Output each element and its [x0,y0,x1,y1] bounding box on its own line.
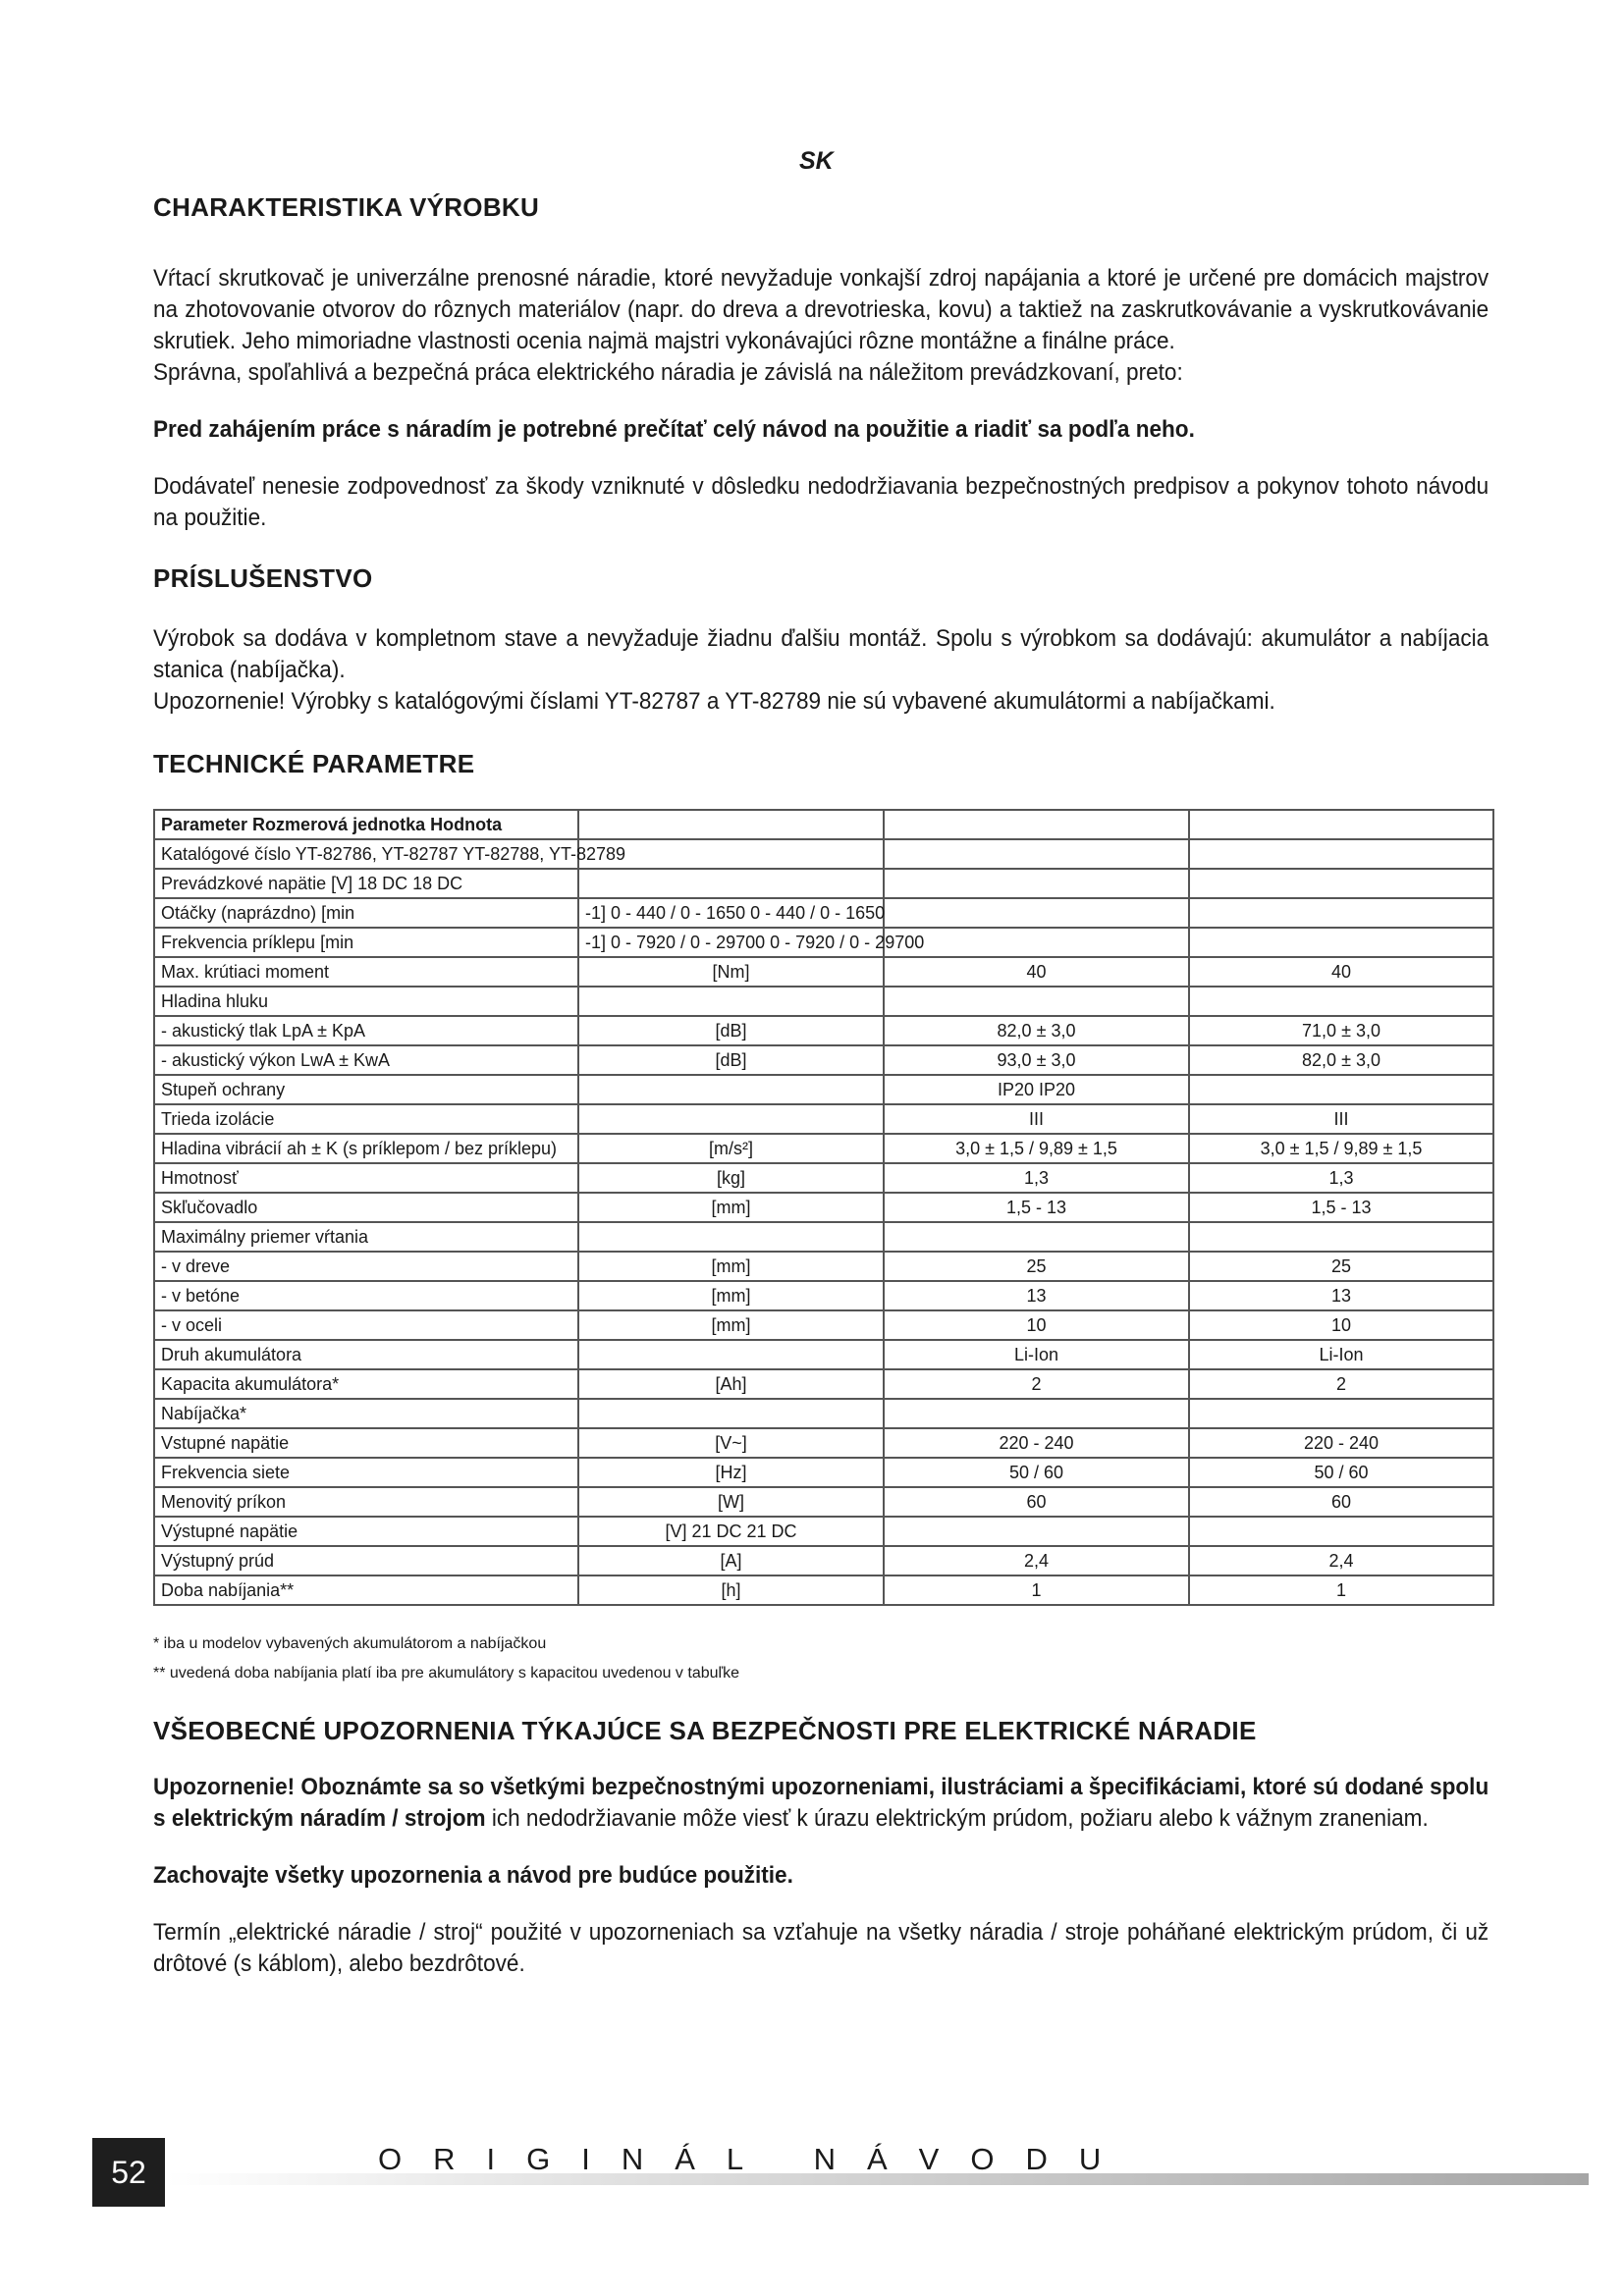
table-cell-unit [578,1075,884,1104]
table-cell-v1: 13 [884,1281,1189,1310]
table-cell-name: Hmotnosť [154,1163,578,1193]
table-row [154,1252,1493,1281]
table-cell-v1: 25 [884,1252,1189,1281]
table-cell-v2 [1189,839,1493,869]
section-title-vseobecne: VŠEOBECNÉ UPOZORNENIA TÝKAJÚCE SA BEZPEČNOSTI PRE ELEKTRICKÉ NÁRADIE [153,1716,1257,1745]
paragraph-accessories: Výrobok sa dodáva v kompletnom stave a nevyžaduje žiadnu ďalšiu montáž. Spolu s výrobkom sa dodávajú: akumulátor a nabíjacia stanica (nabíjačka). [153,625,1489,683]
table-cell-unit: -1] 0 - 440 / 0 - 1650 0 - 440 / 0 - 1650 [578,898,884,928]
table-cell-unit: [mm] [578,1252,884,1281]
table-cell-unit: [A] [578,1546,884,1575]
table-row [154,1075,1493,1104]
table-cell-name: Vstupné napätie [154,1428,578,1458]
table-cell-name: Výstupné napätie [154,1517,578,1546]
table-cell-unit: -1] 0 - 7920 / 0 - 29700 0 - 7920 / 0 - 29700 [578,928,884,957]
table-cell-v1: Li-Ion [884,1340,1189,1369]
table-cell-v1 [884,987,1189,1016]
table-row [154,1016,1493,1045]
table-row [154,928,1493,957]
table-row [154,1517,1493,1546]
table-cell-unit: [W] [578,1487,884,1517]
table-cell-v2: 3,0 ± 1,5 / 9,89 ± 1,5 [1189,1134,1493,1163]
table-cell-name: Frekvencia siete [154,1458,578,1487]
language-label: SK [799,147,834,175]
table-cell-v1: 60 [884,1487,1189,1517]
table-cell-unit: [V~] [578,1428,884,1458]
table-row [154,1310,1493,1340]
table-cell-unit: [mm] [578,1310,884,1340]
table-note-2: ** uvedená doba nabíjania platí iba pre akumulátory s kapacitou uvedenou v tabuľke [153,1665,740,1682]
table-cell-name: Nabíjačka* [154,1399,578,1428]
table-cell-name: Kapacita akumulátora* [154,1369,578,1399]
page-content [153,192,1489,1980]
paragraph-read-manual-warning: Pred zahájením práce s náradím je potrebné prečítať celý návod na použitie a riadiť sa podľa neho. [153,416,1195,443]
table-row [154,1369,1493,1399]
table-cell-v2 [1189,928,1493,957]
table-cell-v1: 1,3 [884,1163,1189,1193]
table-cell-v2 [1189,1222,1493,1252]
table-cell-unit: [dB] [578,1045,884,1075]
table-notes [153,1629,1489,1688]
table-cell-unit: [h] [578,1575,884,1605]
safety-warning-bold: Upozornenie! Oboznámte sa so všetkými bezpečnostnými upozorneniami, ilustráciami a špecifikáciami, ktoré sú dodané spolu s elektrickým náradím / strojom [153,1774,1489,1832]
paragraph-accessories-warning: Upozornenie! Výrobky s katalógovými číslami YT-82787 a YT-82789 nie sú vybavené akumulátormi a nabíjačkami. [153,688,1275,715]
table-cell-v1: 1 [884,1575,1189,1605]
table-cell-v1 [884,1399,1189,1428]
table-row [154,869,1493,898]
table-row [154,1193,1493,1222]
table-cell-v2: 50 / 60 [1189,1458,1493,1487]
table-cell-name: Prevádzkové napätie [V] 18 DC 18 DC [154,869,578,898]
table-cell-unit: [Nm] [578,957,884,987]
table-cell-name: Max. krútiaci moment [154,957,578,987]
table-cell-v1 [884,898,1189,928]
table-cell-name: - v dreve [154,1252,578,1281]
table-cell-unit: [Ah] [578,1369,884,1399]
table-row [154,1428,1493,1458]
table-cell-name: Otáčky (naprázdno) [min [154,898,578,928]
table-row [154,1399,1493,1428]
table-cell-v1 [884,839,1189,869]
table-cell-name: Stupeň ochrany [154,1075,578,1104]
table-row [154,1045,1493,1075]
table-cell-unit: [mm] [578,1281,884,1310]
table-cell-v1: 50 / 60 [884,1458,1189,1487]
table-cell-name: Skľučovadlo [154,1193,578,1222]
table-cell-v2: 71,0 ± 3,0 [1189,1016,1493,1045]
table-cell-v2: 25 [1189,1252,1493,1281]
section-title-technicke: TECHNICKÉ PARAMETRE [153,749,475,778]
table-cell-v1: 10 [884,1310,1189,1340]
table-cell-name: Druh akumulátora [154,1340,578,1369]
table-cell-v2: 2 [1189,1369,1493,1399]
table-cell-v2 [1189,1399,1493,1428]
table-cell-name: Menovitý príkon [154,1487,578,1517]
table-row [154,1575,1493,1605]
table-cell-v2: 220 - 240 [1189,1428,1493,1458]
table-cell-v1: 82,0 ± 3,0 [884,1016,1189,1045]
table-cell-unit: [Hz] [578,1458,884,1487]
table-cell-v2 [1189,898,1493,928]
table-cell-v2: 1,5 - 13 [1189,1193,1493,1222]
table-cell-unit: [m/s²] [578,1134,884,1163]
table-cell-v2 [1189,1075,1493,1104]
table-cell-unit [578,1340,884,1369]
table-cell-unit: [V] 21 DC 21 DC [578,1517,884,1546]
table-row [154,839,1493,869]
table-row [154,1487,1493,1517]
table-cell-v1: 3,0 ± 1,5 / 9,89 ± 1,5 [884,1134,1189,1163]
table-row [154,987,1493,1016]
table-cell-v2: 1 [1189,1575,1493,1605]
table-cell-v2: Li-Ion [1189,1340,1493,1369]
table-cell-v1 [884,1517,1189,1546]
table-cell-unit: [kg] [578,1163,884,1193]
table-cell-name: Doba nabíjania** [154,1575,578,1605]
table-cell-v1 [884,869,1189,898]
table-cell-v1 [884,810,1189,839]
safety-warning-rest: ich nedodržiavanie môže viesť k úrazu elektrickým prúdom, požiaru alebo k vážnym zraneniam. [485,1805,1429,1832]
table-row [154,1163,1493,1193]
paragraph-liability: Dodávateľ nenesie zodpovednosť za škody vzniknuté v dôsledku nedodržiavania bezpečnostných predpisov a pokynov tohoto návodu na použitie. [153,473,1489,531]
table-cell-name: Parameter Rozmerová jednotka Hodnota [154,810,578,839]
table-cell-name: Maximálny priemer vŕtania [154,1222,578,1252]
table-cell-v1 [884,928,1189,957]
table-cell-unit [578,810,884,839]
table-row [154,1134,1493,1163]
table-cell-v1: 93,0 ± 3,0 [884,1045,1189,1075]
table-cell-v2: III [1189,1104,1493,1134]
section-title-prislusenstvo: PRÍSLUŠENSTVO [153,563,373,593]
table-cell-name: Hladina vibrácií ah ± K (s príklepom / bez príklepu) [154,1134,578,1163]
table-cell-v2: 2,4 [1189,1546,1493,1575]
table-cell-v2: 40 [1189,957,1493,987]
paragraph-term-definition: Termín „elektrické náradie / stroj“ použité v upozorneniach sa vzťahuje na všetky náradia / stroje poháňané elektrickým prúdom, či už drôtové (s káblom), alebo bezdrôtové. [153,1919,1489,1977]
table-cell-unit [578,1104,884,1134]
table-cell-v2: 1,3 [1189,1163,1493,1193]
paragraph-safety-warning [153,1772,1489,1835]
table-cell-name: Frekvencia príklepu [min [154,928,578,957]
table-cell-v2: 60 [1189,1487,1493,1517]
table-cell-v1: 40 [884,957,1189,987]
table-cell-v1: 1,5 - 13 [884,1193,1189,1222]
table-cell-unit: [dB] [578,1016,884,1045]
section-title-charakteristika: CHARAKTERISTIKA VÝROBKU [153,192,540,222]
table-cell-v2: 10 [1189,1310,1493,1340]
page-number: 52 [92,2138,165,2207]
footer-title: ORIGINÁL NÁVODU [378,2142,1133,2176]
table-cell-name: Hladina hluku [154,987,578,1016]
table-cell-name: - v betóne [154,1281,578,1310]
table-row [154,1458,1493,1487]
table-row [154,810,1493,839]
table-cell-unit [578,987,884,1016]
table-row [154,1340,1493,1369]
table-row [154,1222,1493,1252]
table-cell-name: Výstupný prúd [154,1546,578,1575]
table-row [154,957,1493,987]
table-cell-v1: III [884,1104,1189,1134]
table-cell-unit [578,1399,884,1428]
table-cell-v1 [884,1222,1189,1252]
table-cell-v2: 13 [1189,1281,1493,1310]
table-cell-v1: 2,4 [884,1546,1189,1575]
paragraph-operation: Správna, spoľahlivá a bezpečná práca elektrického náradia je závislá na náležitom prevádzkovaní, preto: [153,359,1183,386]
table-cell-v1: 220 - 240 [884,1428,1189,1458]
table-note-1: * iba u modelov vybavených akumulátorom a nabíjačkou [153,1635,547,1652]
table-cell-v1: IP20 IP20 [884,1075,1189,1104]
table-row [154,1104,1493,1134]
table-row [154,1546,1493,1575]
table-cell-v2 [1189,1517,1493,1546]
table-cell-name: Katalógové číslo YT-82786, YT-82787 YT-82788, YT-82789 [154,839,578,869]
table-cell-v1: 2 [884,1369,1189,1399]
table-cell-name: Trieda izolácie [154,1104,578,1134]
table-cell-v2 [1189,987,1493,1016]
table-cell-unit: [mm] [578,1193,884,1222]
table-cell-unit [578,869,884,898]
paragraph-description: Vŕtací skrutkovač je univerzálne prenosné náradie, ktoré nevyžaduje vonkajší zdroj napájania a ktoré je určené pre domácich majstrov na zhotovovanie otvorov do rôznych materiálov (napr. do dreva a drevotrieska, kovu) a taktiež na zaskrutkovávanie a vyskrutkovávanie skrutiek. Jeho mimoriadne vlastnosti ocenia najmä majstri vykonávajúci rôzne montážne a finálne práce. [153,265,1489,354]
paragraph-keep-instructions: Zachovajte všetky upozornenia a návod pre budúce použitie. [153,1862,793,1889]
table-cell-v2 [1189,869,1493,898]
table-cell-name: - akustický výkon LwA ± KwA [154,1045,578,1075]
table-row [154,898,1493,928]
table-cell-name: - v oceli [154,1310,578,1340]
table-cell-name: - akustický tlak LpA ± KpA [154,1016,578,1045]
table-cell-v2 [1189,810,1493,839]
technical-parameters-table [153,809,1494,1606]
table-row [154,1281,1493,1310]
table-cell-v2: 82,0 ± 3,0 [1189,1045,1493,1075]
table-cell-unit [578,1222,884,1252]
